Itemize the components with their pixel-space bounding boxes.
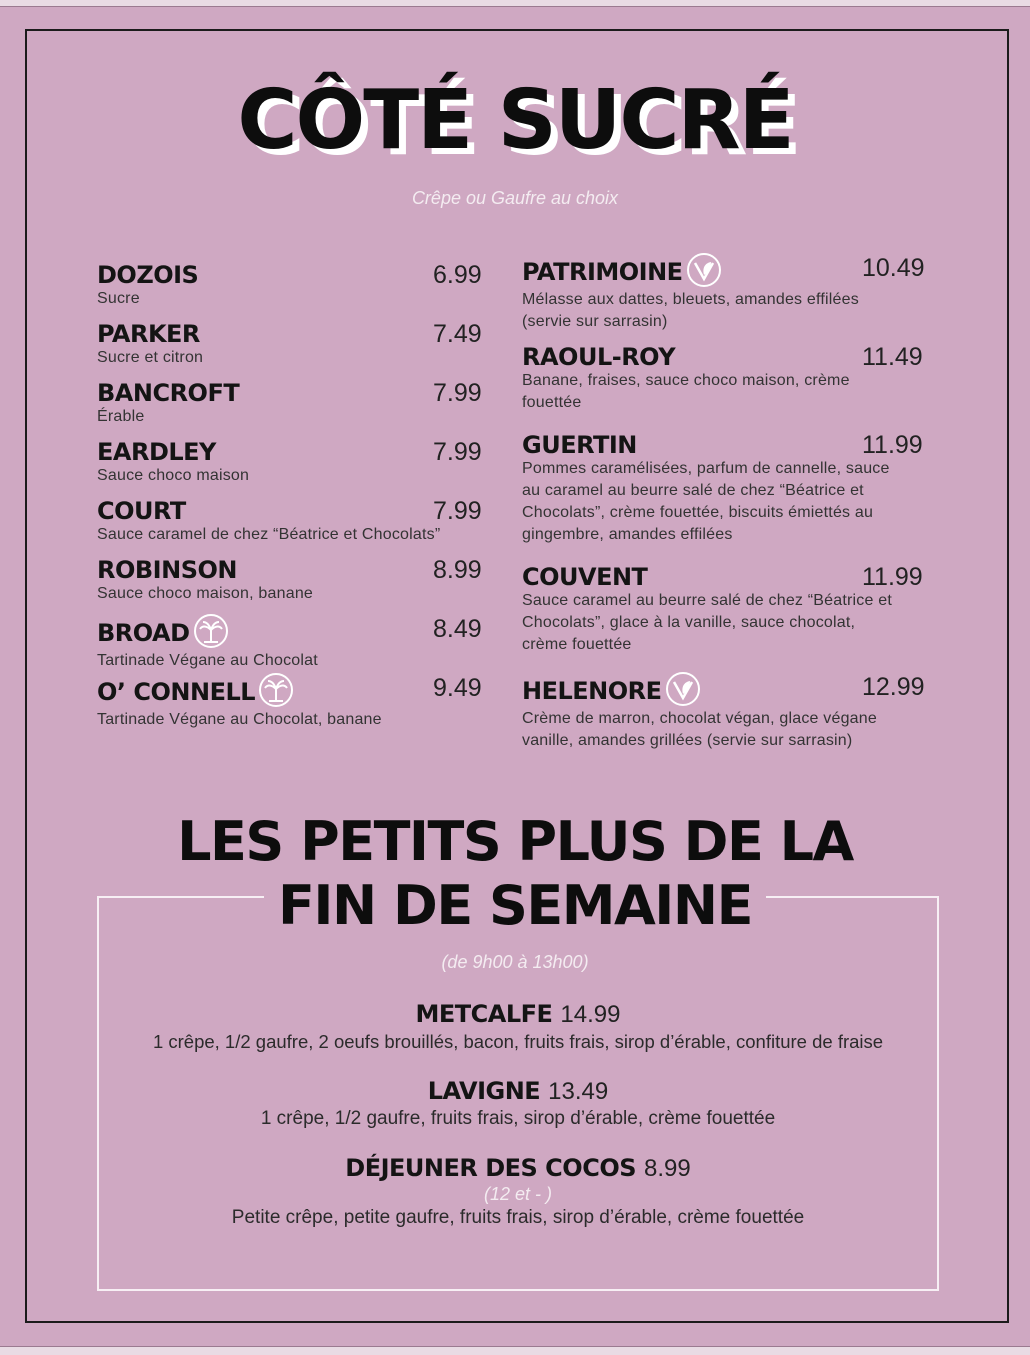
item-name: EARDLEY — [97, 438, 216, 466]
menu-item-court — [97, 498, 487, 546]
item-name: ROBINSON — [97, 556, 237, 584]
weekend-title-line2: FIN DE SEMAINE — [264, 874, 766, 938]
item-name: PARKER — [97, 320, 200, 348]
combo-description: Petite crêpe, petite gaufre, fruits frais, sirop d’érable, crème fouettée — [231, 1207, 805, 1228]
combo-price: 14.99 — [560, 1001, 621, 1028]
item-price: 7.99 — [433, 379, 482, 407]
item-price: 7.49 — [433, 320, 482, 348]
item-description: Sauce caramel de chez “Béatrice et Chocolats” — [97, 526, 441, 543]
combo-description: 1 crêpe, 1/2 gaufre, fruits frais, sirop d’érable, crème fouettée — [260, 1108, 776, 1129]
item-name-row — [522, 674, 700, 708]
page-title: CÔTÉ SUCRÉ — [237, 73, 793, 168]
item-price: 10.49 — [862, 254, 925, 282]
item-description: Sauce choco maison, banane — [97, 585, 314, 602]
menu-item-broad — [97, 616, 487, 672]
item-description: Sucre et citron — [97, 349, 204, 366]
item-description: Sucre — [97, 290, 140, 307]
item-description: Sauce caramel au beurre salé de chez “Béatrice et Chocolats”, glace à la vanille, sauce chocolat, crème fouettée — [522, 592, 892, 653]
item-description: Pommes caramélisées, parfum de cannelle, sauce au caramel au beurre salé de chez “Béatrice et Chocolats”, crème fouettée, biscuits émiettés au gingembre, amandes effilées — [522, 460, 890, 543]
menu-item-robinson — [97, 557, 487, 605]
item-description: Tartinade Végane au Chocolat — [97, 652, 318, 669]
menu-item-raoul-roy — [522, 344, 922, 414]
item-price: 7.99 — [433, 438, 482, 466]
item-description: Tartinade Végane au Chocolat, banane — [97, 711, 382, 728]
item-name: DOZOIS — [97, 261, 199, 289]
menu-item-eardley — [97, 439, 487, 487]
item-name-row — [97, 675, 293, 709]
item-name: PATRIMOINE — [522, 258, 683, 286]
menu-item-couvent — [522, 564, 922, 656]
combo-name: LAVIGNE — [427, 1077, 541, 1105]
combo-age-note: (12 et - ) — [483, 1184, 553, 1204]
item-description: Crème de marron, chocolat végan, glace végane vanille, amandes grillées (servie sur sarrasin) — [522, 710, 877, 749]
combo-price: 13.49 — [548, 1078, 609, 1105]
menu-item-oconnell — [97, 675, 487, 731]
combo-name: METCALFE — [415, 1000, 553, 1028]
combo-name: DÉJEUNER DES COCOS — [345, 1154, 636, 1182]
item-price: 12.99 — [862, 673, 925, 701]
palm-tree-icon — [194, 614, 228, 648]
item-price: 11.99 — [862, 563, 923, 591]
item-name: COURT — [97, 497, 186, 525]
vegan-leaf-icon — [666, 672, 700, 706]
menu-item-bancroft — [97, 380, 487, 428]
combo-price: 8.99 — [644, 1155, 691, 1182]
menu-item-patrimoine — [522, 254, 925, 333]
weekend-hours: (de 9h00 à 13h00) — [441, 952, 589, 972]
palm-tree-icon — [259, 673, 293, 707]
page-subtitle: Crêpe ou Gaufre au choix — [411, 188, 619, 208]
item-name: RAOUL-ROY — [522, 343, 676, 371]
item-price: 11.99 — [862, 431, 923, 459]
top-page-edge — [0, 0, 1030, 7]
item-description: Érable — [97, 408, 145, 425]
menu-item-parker — [97, 321, 487, 369]
weekend-title-line1: LES PETITS PLUS DE LA — [177, 810, 853, 873]
item-name: HELENORE — [522, 677, 662, 705]
item-name: BROAD — [97, 619, 190, 647]
item-name: COUVENT — [522, 563, 648, 591]
item-price: 6.99 — [433, 261, 482, 289]
combo-description: 1 crêpe, 1/2 gaufre, 2 oeufs brouillés, bacon, fruits frais, sirop d’érable, confiture de fraise — [152, 1031, 884, 1052]
item-name-row — [97, 616, 228, 650]
menu-item-dozois — [97, 262, 487, 310]
item-price: 8.99 — [433, 556, 482, 584]
weekend-box — [97, 896, 939, 1291]
item-price: 8.49 — [433, 615, 482, 643]
weekend-title — [0, 810, 1030, 938]
item-name: BANCROFT — [97, 379, 240, 407]
menu-item-helenore — [522, 673, 925, 752]
item-price: 9.49 — [433, 674, 482, 702]
item-description: Sauce choco maison — [97, 467, 250, 484]
item-name-row — [522, 255, 721, 289]
item-name: O’ CONNELL — [97, 678, 256, 706]
vegan-leaf-icon — [687, 253, 721, 287]
item-name: GUERTIN — [522, 431, 637, 459]
item-price: 7.99 — [433, 497, 482, 525]
item-price: 11.49 — [862, 343, 923, 371]
item-description: Mélasse aux dattes, bleuets, amandes effilées (servie sur sarrasin) — [522, 291, 859, 330]
item-description: Banane, fraises, sauce choco maison, crème fouettée — [522, 372, 850, 411]
menu-item-guertin — [522, 432, 922, 546]
